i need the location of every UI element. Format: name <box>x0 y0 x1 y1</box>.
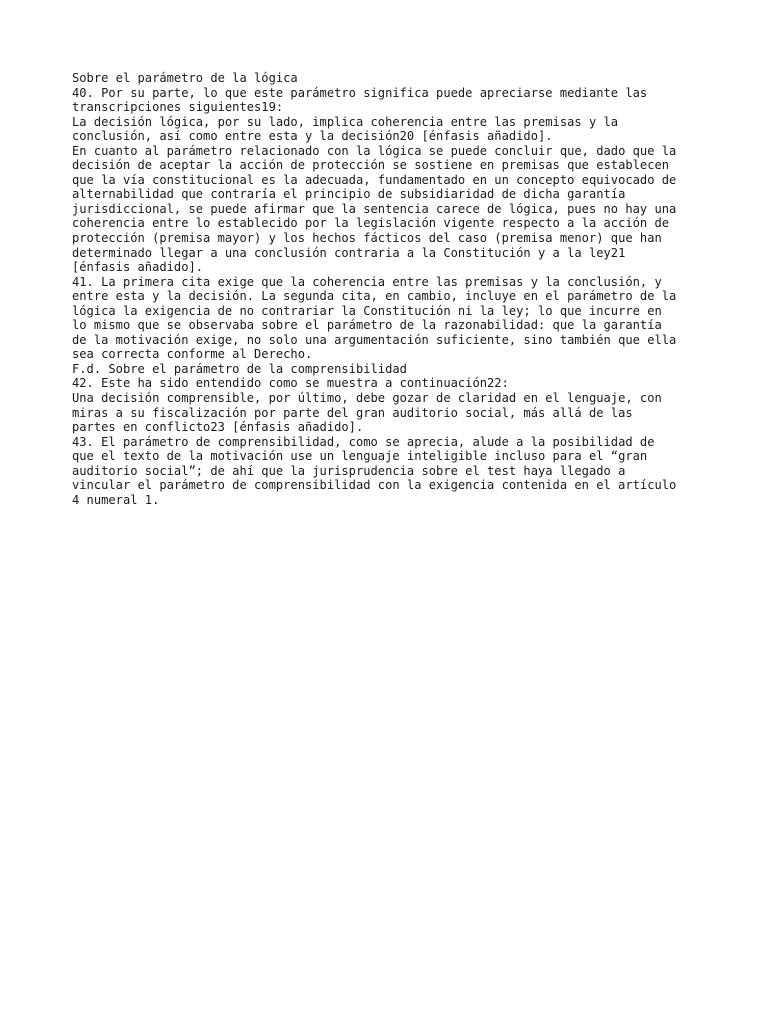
paragraph-42: 42. Este ha sido entendido como se muestra a continuación22: <box>72 376 509 391</box>
quotation-23: Una decisión comprensible, por último, debe gozar de claridad en el lenguaje, con miras a su fiscalización por parte del gran auditorio social, más allá de las partes en conflicto23 [énfasis añadido]. <box>72 391 662 435</box>
section-heading-comprehensibility: F.d. Sobre el parámetro de la comprensibilidad <box>72 361 407 376</box>
quotation-21: En cuanto al parámetro relacionado con la lógica se puede concluir que, dado que la decisión de aceptar la acción de protección se sostiene en premisas que establecen que la vía constitucional es la adecuada, fundamentado en un concepto equivocado de alternabilidad que contraría el principio de subsidiaridad de dicha garantía jurisdiccional, se puede afirmar que la sentencia carece de lógica, pues no hay una coherencia entre lo establecido por la legislación vigente respecto a la acción de protección (premisa mayor) y los hechos fácticos del caso (premisa menor) que han determinado llegar a una conclusión contraria a la Constitución y a la ley21 [énfasis añadido]. <box>72 143 677 275</box>
paragraph-41: 41. La primera cita exige que la coherencia entre las premisas y la conclusión, y entre esta y la decisión. La segunda cita, en cambio, incluye en el parámetro de la lógica la exigencia de no contrariar la Constitución ni la ley; lo que incurre en lo mismo que se observaba sobre el parámetro de la razonabilidad: que la garantía de la motivación exige, no solo una argumentación suficiente, sino también que ella sea correcta conforme al Derecho. <box>72 274 677 362</box>
quotation-19: La decisión lógica, por su lado, implica coherencia entre las premisas y la conclusión, así como entre esta y la decisión20 [énfasis añadido]. <box>72 114 619 144</box>
section-heading-logic: Sobre el parámetro de la lógica <box>72 71 298 85</box>
document-body <box>72 71 712 507</box>
paragraph-43: 43. El parámetro de comprensibilidad, como se aprecia, alude a la posibilidad de que el texto de la motivación use un lenguaje inteligible incluso para el “gran auditorio social”; de ahí que la jurisprudencia sobre el test haya llegado a vincular el parámetro de comprensibilidad con la exigencia contenida en el artículo 4 numeral 1. <box>72 434 677 507</box>
paragraph-40: 40. Por su parte, lo que este parámetro significa puede apreciarse mediante las transcripciones siguientes19: <box>72 85 648 115</box>
